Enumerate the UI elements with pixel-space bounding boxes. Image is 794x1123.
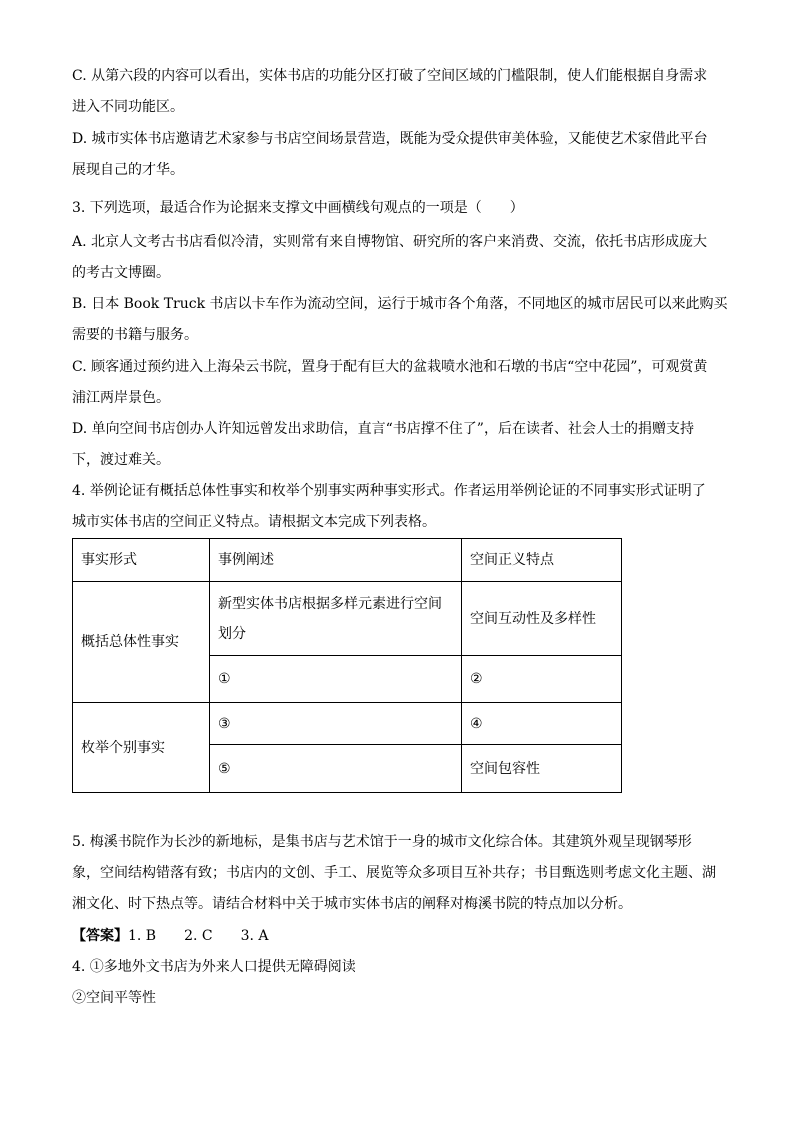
answer-line (72, 921, 722, 952)
blank-cell-5: ⑤ (210, 745, 462, 793)
q3-option-d-line1: D. 单向空间书店创办人许知远曾发出求助信，直言“书店撑不住了”，后在读者、社会人士的捐赠支持 (72, 421, 694, 437)
q5-line3: 湘文化、时下热点等。请结合材料中关于城市实体书店的阐释对梅溪书院的特点加以分析。 (72, 896, 632, 912)
q5-line2: 象，空间结构错落有致；书店内的文创、手工、展览等众多项目互补共存；书目甄选则考虑文化主题、湖 (72, 865, 716, 881)
table-header-row (73, 539, 622, 582)
q3-option-b-line1: B. 日本 Book Truck 书店以卡车作为流动空间，运行于城市各个角落，不同地区的城市居民可以来此购买 (72, 296, 728, 312)
q3-option-c-line1: C. 顾客通过预约进入上海朵云书院，置身于配有巨大的盆栽喷水池和石墩的书店“空中花园”，可观赏黄 (72, 359, 708, 375)
table-header-cell: 事例阐述 (210, 539, 462, 582)
q3-option-c-line2: 浦江两岸景色。 (72, 390, 170, 406)
fact-form-table (72, 538, 622, 793)
answer-q4-item2: ②空间平等性 (72, 990, 156, 1006)
blank-cell-4: ④ (462, 703, 622, 745)
q3-option-b-line2: 需要的书籍与服务。 (72, 327, 198, 343)
answer-q4-item1: 4. ①多地外文书店为外来人口提供无障碍阅读 (72, 959, 356, 975)
table-cell: 空间包容性 (462, 745, 622, 793)
q4-stem-line1: 4. 举例论证有概括总体性事实和枚举个别事实两种事实形式。作者运用举例论证的不同事实形式证明了 (72, 483, 706, 499)
q3-option-a-line1: A. 北京人文考古书店看似冷清，实则常有来自博物馆、研究所的客户来消费、交流，依托书店形成庞大 (72, 234, 708, 250)
q2-option-c-line2: 进入不同功能区。 (72, 99, 184, 115)
table-row (73, 703, 622, 745)
group-label-individual-fact: 枚举个别事实 (73, 703, 210, 793)
table-row (73, 582, 622, 656)
q2-option-c-line1: C. 从第六段的内容可以看出，实体书店的功能分区打破了空间区域的门槛限制，使人们能根据自身需求 (72, 68, 708, 84)
table-header-cell: 事实形式 (73, 539, 210, 582)
table-header-cell: 空间正义特点 (462, 539, 622, 582)
table-cell: 新型实体书店根据多样元素进行空间划分 (210, 582, 462, 656)
blank-cell-1: ① (210, 656, 462, 703)
q3-stem: 3. 下列选项，最适合作为论据来支撑文中画横线句观点的一项是（ ） (72, 200, 524, 216)
answer-choices: 1. B 2. C 3. A (128, 928, 269, 944)
q3-option-d-line2: 下，渡过难关。 (72, 452, 170, 468)
blank-cell-2: ② (462, 656, 622, 703)
answer-tag: 【答案】 (72, 928, 128, 944)
q4-stem-line2: 城市实体书店的空间正义特点。请根据文本完成下列表格。 (72, 514, 436, 530)
table-cell: 空间互动性及多样性 (462, 582, 622, 656)
group-label-general-fact: 概括总体性事实 (73, 582, 210, 703)
q3-option-a-line2: 的考古文博圈。 (72, 265, 170, 281)
blank-cell-3: ③ (210, 703, 462, 745)
q2-option-d-line2: 展现自己的才华。 (72, 162, 184, 178)
q2-option-d-line1: D. 城市实体书店邀请艺术家参与书店空间场景营造，既能为受众提供审美体验，又能使艺术家借此平台 (72, 131, 708, 147)
q5-line1: 5. 梅溪书院作为长沙的新地标，是集书店与艺术馆于一身的城市文化综合体。其建筑外观呈现钢琴形 (72, 834, 692, 850)
